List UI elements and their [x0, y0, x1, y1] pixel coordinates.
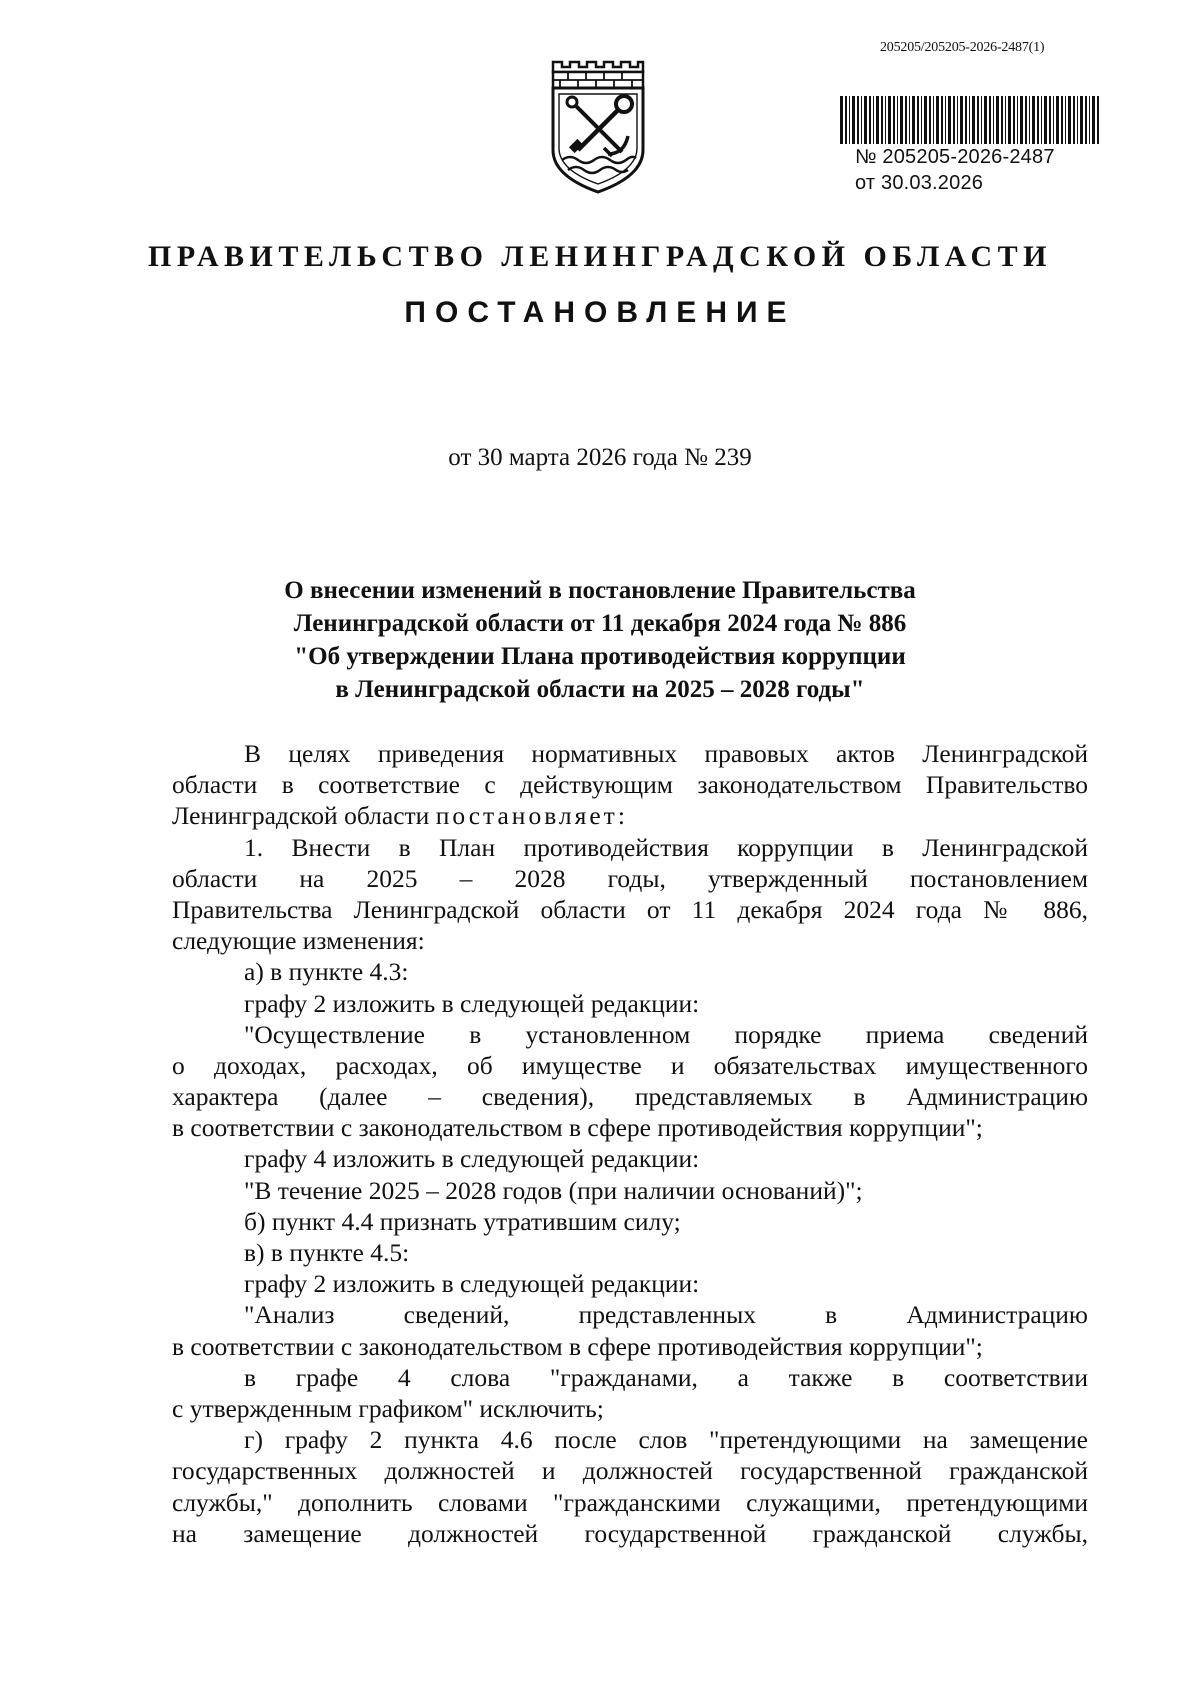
barcode-bar: [1080, 96, 1083, 144]
body-line: [172, 800, 1088, 831]
barcode-bar: [1097, 96, 1099, 144]
barcode-bar: [881, 96, 883, 144]
body-line: а) в пункте 4.3:: [244, 957, 409, 987]
barcode-bar: [945, 96, 946, 144]
heading-line: в Ленинградской области на 2025 – 2028 годы": [335, 676, 865, 703]
barcode-bar: [905, 96, 907, 144]
resolution-heading: [170, 574, 1030, 706]
body-line: б) пункт 4.4 признать утратившим силу;: [244, 1206, 681, 1236]
document-type: ПОСТАНОВЛЕНИЕ: [404, 296, 796, 329]
barcode-bar: [1025, 96, 1027, 144]
barcode-bar: [933, 96, 934, 144]
barcode-bar: [1073, 96, 1075, 144]
body-line: следующие изменения:: [172, 926, 425, 956]
barcode-bar: [1061, 96, 1063, 144]
barcode-bar: [960, 96, 963, 144]
barcode-bar: [1053, 96, 1054, 144]
body-line: 1. Внести в План противодействия коррупции в Ленинградской: [244, 832, 1088, 862]
barcode-bar: [1017, 96, 1018, 144]
body-line: графу 2 изложить в следующей редакции:: [244, 1269, 700, 1299]
barcode-bar: [1056, 96, 1059, 144]
barcode-bar: [1005, 96, 1006, 144]
barcode-bar: [1037, 96, 1039, 144]
body-line: Правительства Ленинградской области от 11 декабря 2024 года № 886,: [172, 894, 1088, 924]
barcode-bar: [1001, 96, 1003, 144]
body-line: с утвержденным графиком" исключить;: [172, 1393, 604, 1423]
body-line: государственных должностей и должностей государственной гражданской: [172, 1456, 1088, 1486]
barcode-bar: [912, 96, 915, 144]
body-line: В целях приведения нормативных правовых актов Ленинградской: [244, 739, 1088, 768]
body-line-part: Ленинградской области: [172, 801, 430, 831]
barcode-bar: [969, 96, 970, 144]
body-line: в соответствии с законодательством в сфере противодействия коррупции";: [172, 1113, 983, 1143]
registration-number: № 205205-2026-2487: [855, 146, 1055, 168]
barcode-bar: [996, 96, 999, 144]
barcode-bar: [840, 96, 843, 144]
barcode-bar: [1077, 96, 1078, 144]
coat-of-arms-icon: [548, 58, 648, 198]
barcode-bar: [869, 96, 871, 144]
government-title: ПРАВИТЕЛЬСТВО ЛЕНИНГРАДСКОЙ ОБЛАСТИ: [148, 240, 1052, 273]
body-text: [172, 738, 1088, 1549]
body-line: области в соответствие с действующим законодательством Правительство: [172, 770, 1088, 800]
document-id: 205205/205205-2026-2487(1): [880, 40, 1045, 55]
barcode-bar: [864, 96, 867, 144]
barcode-bar: [852, 96, 855, 144]
barcode-bar: [941, 96, 943, 144]
barcode-bar: [897, 96, 898, 144]
heading-line: О внесении изменений в постановление Правительства: [284, 577, 916, 604]
body-line: области на 2025 – 2028 годы, утвержденный постановлением: [172, 863, 1088, 893]
barcode-bar: [981, 96, 982, 144]
barcode-bar: [861, 96, 862, 144]
registration-date: от 30.03.2026: [855, 172, 984, 194]
barcode-bar: [1085, 96, 1087, 144]
barcode-bar: [1068, 96, 1071, 144]
barcode-bar: [1092, 96, 1095, 144]
body-line: на замещение должностей государственной гражданской службы,: [172, 1518, 1088, 1548]
document-date-number: от 30 марта 2026 года № 239: [448, 444, 752, 471]
barcode-bar: [1041, 96, 1042, 144]
barcode-bar: [1065, 96, 1066, 144]
barcode-bar: [1049, 96, 1051, 144]
barcode-bar: [893, 96, 895, 144]
barcode-bar: [857, 96, 859, 144]
barcode-bar: [989, 96, 991, 144]
barcode-bar: [1029, 96, 1030, 144]
barcode-bar: [885, 96, 886, 144]
barcode-bar: [936, 96, 939, 144]
barcode-bar: [1089, 96, 1090, 144]
barcode-bar: [1032, 96, 1035, 144]
heading-line: Ленинградской области от 11 декабря 2024 года № 886: [293, 610, 907, 637]
barcode-bar: [993, 96, 994, 144]
body-line: "Анализ сведений, представленных в Администрацию: [244, 1300, 1088, 1330]
barcode-bar: [909, 96, 910, 144]
body-line: графу 2 изложить в следующей редакции:: [244, 988, 700, 1018]
body-line: о доходах, расходах, об имуществе и обязательствах имущественного: [172, 1050, 1088, 1080]
barcode-bar: [977, 96, 979, 144]
body-line: службы," дополнить словами "гражданскими служащими, претендующими: [172, 1487, 1088, 1517]
body-line: графу 4 изложить в следующей редакции:: [244, 1144, 700, 1174]
body-line: в графе 4 слова "гражданами, а также в соответствии: [244, 1362, 1088, 1392]
barcode-bar: [953, 96, 955, 144]
body-line: в соответствии с законодательством в сфере противодействия коррупции";: [172, 1331, 983, 1361]
coat-of-arms-emblem: [548, 58, 648, 198]
body-line: в) в пункте 4.5:: [244, 1238, 410, 1267]
barcode-bars: [840, 96, 1100, 144]
barcode-bar: [965, 96, 967, 144]
barcode-bar: [1008, 96, 1011, 144]
barcode-bar: [873, 96, 874, 144]
barcode-bar: [948, 96, 951, 144]
body-line: "В течение 2025 – 2028 годов (при наличии оснований)";: [244, 1175, 863, 1205]
barcode-bar: [957, 96, 958, 144]
barcode-bar: [929, 96, 931, 144]
barcode-bar: [849, 96, 850, 144]
barcode-bar: [984, 96, 987, 144]
barcode-bar: [888, 96, 891, 144]
barcode-bar: [921, 96, 922, 144]
barcode-bar: [845, 96, 847, 144]
heading-line: "Об утверждении Плана противодействия коррупции: [294, 643, 906, 670]
barcode-bar: [972, 96, 975, 144]
barcode-bar: [924, 96, 927, 144]
body-line: "Осуществление в установленном порядке приема сведений: [244, 1019, 1088, 1049]
body-line: характера (далее – сведения), представляемых в Администрацию: [172, 1082, 1088, 1112]
barcode-bar: [1044, 96, 1047, 144]
body-line: г) графу 2 пункта 4.6 после слов "претендующими на замещение: [244, 1425, 1088, 1455]
barcode: [840, 96, 1100, 144]
barcode-bar: [917, 96, 919, 144]
barcode-bar: [1020, 96, 1023, 144]
decree-keyword: постановляет:: [435, 801, 628, 831]
barcode-bar: [1013, 96, 1015, 144]
barcode-bar: [900, 96, 903, 144]
barcode-bar: [876, 96, 879, 144]
